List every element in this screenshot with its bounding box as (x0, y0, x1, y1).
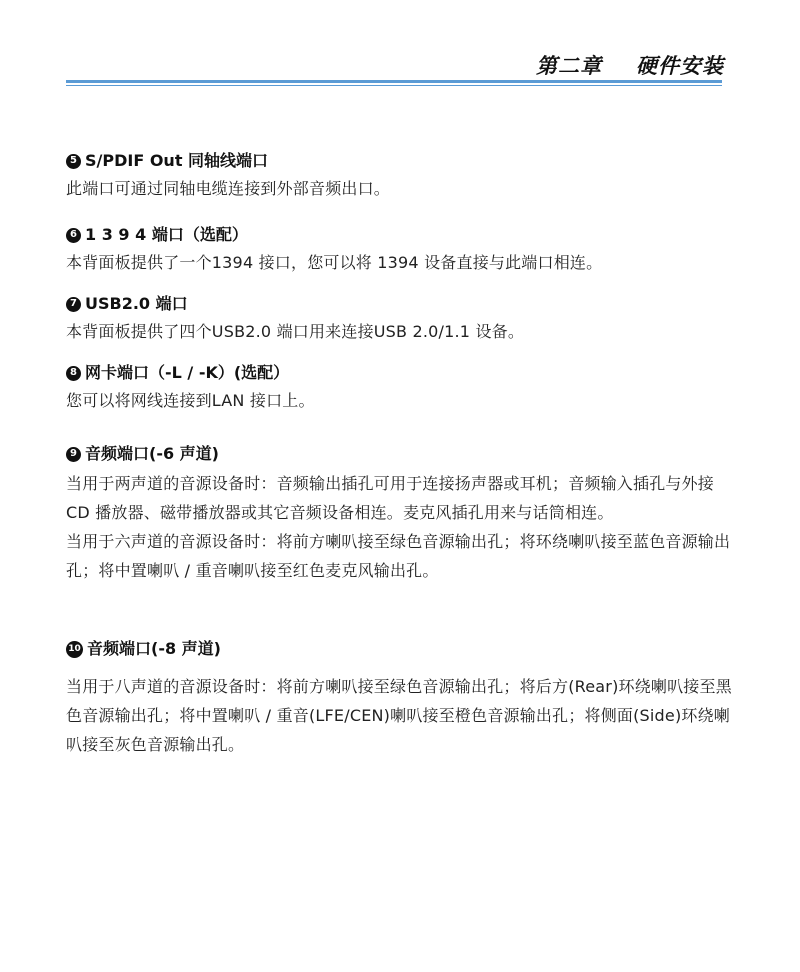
section-body (66, 388, 736, 414)
header-rule-thin (66, 85, 722, 86)
chapter-label: 第二章 (536, 54, 602, 78)
section-body (66, 672, 736, 759)
section-lan (66, 362, 736, 414)
section-audio-6ch (66, 443, 736, 585)
paragraph: 此端口可通过同轴电缆连接到外部音频出口。 (66, 179, 391, 198)
section-spdif-out (66, 150, 736, 202)
header-rule-thick (66, 80, 722, 83)
chapter-header (536, 50, 724, 80)
section-1394 (66, 224, 736, 276)
paragraph: 您可以将网线连接到LAN 接口上。 (66, 391, 315, 410)
chapter-title: 硬件安装 (636, 54, 724, 78)
section-usb (66, 293, 736, 345)
section-title: 1 3 9 4 端口（选配） (85, 225, 248, 244)
section-title: S/PDIF Out 同轴线端口 (85, 151, 269, 170)
paragraph: 当用于两声道的音源设备时：音频输出插孔可用于连接扬声器或耳机；音频输入插孔与外接CD 播放器、磁带播放器或其它音频设备相连。麦克风插孔用来与话筒相连。 (66, 474, 715, 522)
paragraph: 本背面板提供了四个USB2.0 端口用来连接USB 2.0/1.1 设备。 (66, 322, 525, 341)
section-body (66, 176, 736, 202)
section-heading (66, 638, 736, 660)
section-body (66, 319, 736, 345)
circled-number-icon: 5 (66, 154, 81, 169)
section-heading (66, 443, 736, 465)
paragraph: 当用于八声道的音源设备时：将前方喇叭接至绿色音源输出孔；将后方(Rear)环绕喇叭接至黑色音源输出孔；将中置喇叭 / 重音(LFE/CEN)喇叭接至橙色音源输出孔；将侧面(Side)环绕喇叭接至灰色音源输出孔。 (66, 677, 732, 754)
paragraph: 本背面板提供了一个1394 接口，您可以将 1394 设备直接与此端口相连。 (66, 253, 603, 272)
circled-number-icon: 7 (66, 297, 81, 312)
paragraph: 当用于六声道的音源设备时：将前方喇叭接至绿色音源输出孔；将环绕喇叭接至蓝色音源输出孔；将中置喇叭 / 重音喇叭接至红色麦克风输出孔。 (66, 532, 731, 580)
section-heading (66, 362, 736, 384)
section-heading (66, 293, 736, 315)
circled-number-icon: 6 (66, 228, 81, 243)
section-title: USB2.0 端口 (85, 294, 188, 313)
section-title: 网卡端口（-L / -K）(选配） (85, 363, 290, 382)
section-body (66, 250, 736, 276)
circled-number-icon: 8 (66, 366, 81, 381)
circled-number-icon: 10 (66, 641, 83, 658)
section-body (66, 469, 736, 585)
section-audio-8ch (66, 638, 736, 759)
section-heading (66, 150, 736, 172)
section-title: 音频端口(-8 声道) (87, 639, 221, 658)
section-title: 音频端口(-6 声道) (85, 444, 219, 463)
circled-number-icon: 9 (66, 447, 81, 462)
section-heading (66, 224, 736, 246)
